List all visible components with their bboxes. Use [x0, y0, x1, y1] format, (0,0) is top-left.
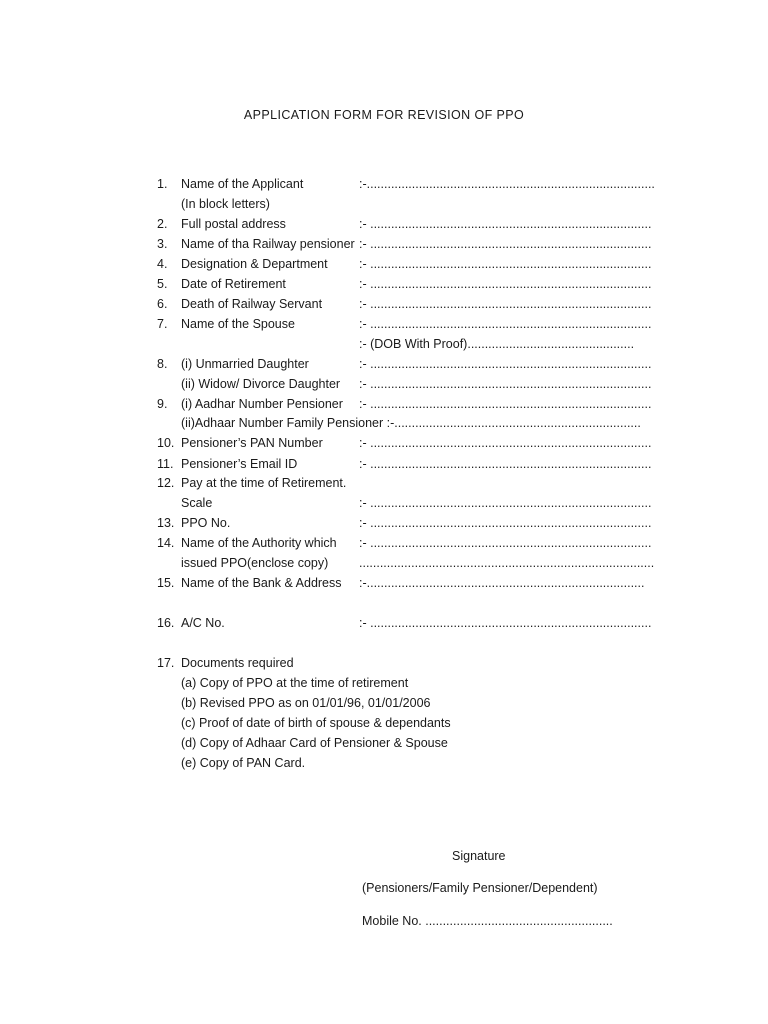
item-fill-line: :- ................................................................................. — [359, 297, 652, 311]
item-label: A/C No. — [181, 616, 225, 630]
item-number: 1. — [157, 177, 168, 191]
item-sublabel: (In block letters) — [181, 197, 270, 211]
item-fill-line: :-................................................................................ — [359, 576, 645, 590]
document-item: (b) Revised PPO as on 01/01/96, 01/01/2006 — [181, 696, 431, 710]
item-fill-line: :- ................................................................................. — [359, 237, 652, 251]
item-label: Pay at the time of Retirement. — [181, 476, 347, 490]
item-label: Death of Railway Servant — [181, 297, 323, 311]
item-label: Designation & Department — [181, 257, 328, 271]
item-fill-line: :- ................................................................................. — [359, 317, 652, 331]
item-number: 7. — [157, 317, 168, 331]
item-sublabel: Scale — [181, 496, 213, 510]
item-number: 8. — [157, 357, 168, 371]
item-fill-line: :- ................................................................................. — [359, 457, 652, 471]
item-fill-line: :- ................................................................................. — [359, 536, 652, 550]
item-fill-line: :- ................................................................................. — [359, 436, 652, 450]
item-number: 13. — [157, 516, 175, 530]
item-fill-line: :- ................................................................................. — [359, 397, 652, 411]
item-number: 4. — [157, 257, 168, 271]
signatory-role: (Pensioners/Family Pensioner/Dependent) — [362, 881, 598, 895]
item-number: 14. — [157, 536, 175, 550]
item-fill-line: :-................................................................................... — [359, 177, 655, 191]
item-number: 5. — [157, 277, 168, 291]
item-fill-line: :- ................................................................................. — [359, 257, 652, 271]
item-number: 3. — [157, 237, 168, 251]
item-label: Name of the Applicant — [181, 177, 304, 191]
item-number: 11. — [157, 457, 174, 471]
item-fill-line: :- ................................................................................. — [359, 516, 652, 530]
item-label: Pensioner’s PAN Number — [181, 436, 323, 450]
item-fill-line: ..................................................................................... — [359, 556, 655, 570]
item-fill-line: :- ................................................................................. — [359, 357, 652, 371]
item-sublabel: issued PPO(enclose copy) — [181, 556, 329, 570]
item-number: 9. — [157, 397, 168, 411]
item-fill-line: :- ................................................................................. — [359, 616, 652, 630]
item-label: Name of the Bank & Address — [181, 576, 342, 590]
document-item: (d) Copy of Adhaar Card of Pensioner & Spouse — [181, 736, 448, 750]
mobile-number-line: Mobile No. ...................................................... — [362, 914, 613, 928]
item-fill-line: :- ................................................................................. — [359, 217, 652, 231]
item-number: 2. — [157, 217, 168, 231]
item-label: (i) Aadhar Number Pensioner — [181, 397, 343, 411]
item-label: PPO No. — [181, 516, 231, 530]
item-label: Pensioner’s Email ID — [181, 457, 298, 471]
document-item: (e) Copy of PAN Card. — [181, 756, 306, 770]
item-label: Name of tha Railway pensioner — [181, 237, 355, 251]
item-label: Full postal address — [181, 217, 286, 231]
item-label: (i) Unmarried Daughter — [181, 357, 309, 371]
document-item: (a) Copy of PPO at the time of retirement — [181, 676, 409, 690]
item-number: 17. — [157, 656, 175, 670]
item-number: 10. — [157, 436, 175, 450]
document-item: (c) Proof of date of birth of spouse & dependants — [181, 716, 451, 730]
item-fill-line: :- ................................................................................. — [359, 377, 652, 391]
form-title: APPLICATION FORM FOR REVISION OF PPO — [243, 108, 525, 122]
item-number: 6. — [157, 297, 168, 311]
item-label: Documents required — [181, 656, 294, 670]
signature-label: Signature — [452, 849, 506, 863]
item-fill-line: :- ................................................................................. — [359, 496, 652, 510]
item-number: 12. — [157, 476, 175, 490]
item-number: 15. — [157, 576, 175, 590]
item-number: 16. — [157, 616, 175, 630]
item-label: Name of the Spouse — [181, 317, 295, 331]
item-label: Name of the Authority which — [181, 536, 337, 550]
item-label: Date of Retirement — [181, 277, 286, 291]
item-sublabel: (ii) Widow/ Divorce Daughter — [181, 377, 341, 391]
item-fill-line: :- ................................................................................. — [359, 277, 652, 291]
item-sublabel: (ii)Adhaar Number Family Pensioner :-....................................................................... — [181, 416, 641, 430]
spouse-dob-line: :- (DOB With Proof)................................................ — [359, 337, 635, 351]
